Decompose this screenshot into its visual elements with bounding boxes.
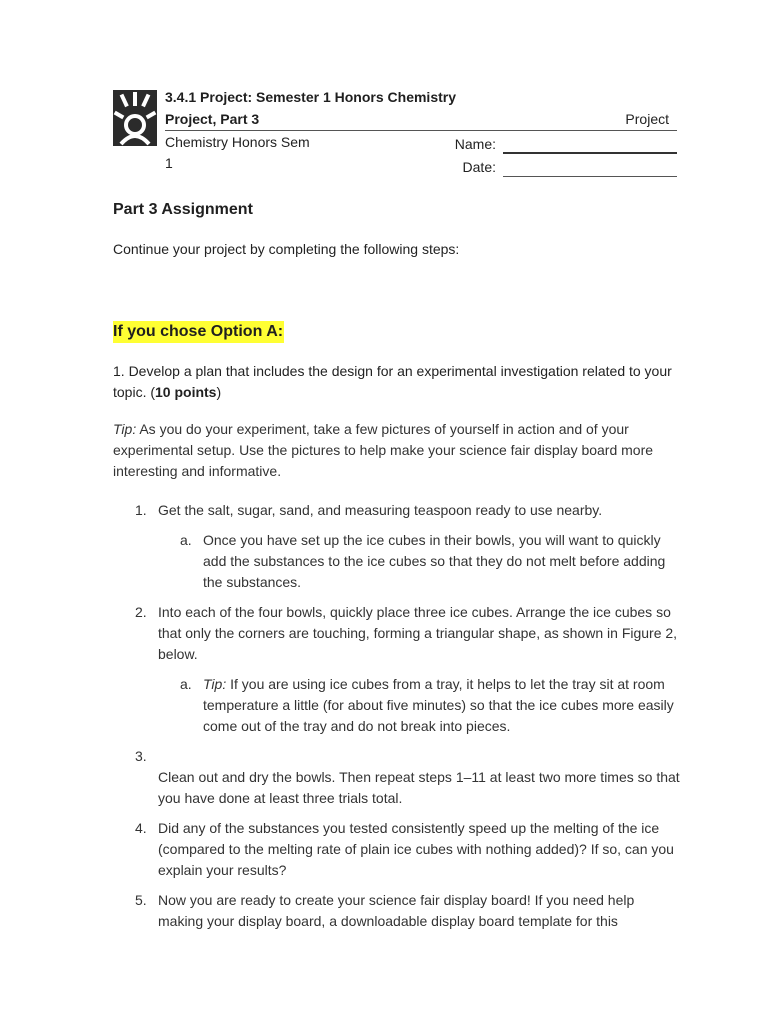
sub-list-text: If you are using ice cubes from a tray, it helps to let the tray sit at room temperature a little (for about five minutes) so that the ice cubes more easily come out of the tray and do not break into pieces.	[203, 676, 674, 734]
list-item	[113, 890, 683, 932]
sub-list-letter: a.	[180, 676, 192, 692]
document-type-label: Project	[625, 111, 669, 127]
step-1-close: )	[216, 384, 222, 400]
procedure-list	[113, 500, 683, 941]
sub-list-item	[158, 530, 683, 593]
list-number: 4.	[135, 820, 147, 836]
sub-list-text-wrap	[203, 674, 683, 737]
list-number: 1.	[135, 502, 147, 518]
step-1-points: 10 points	[155, 384, 217, 400]
list-item-text: Now you are ready to create your science fair display board! If you need help making your display board, a downloadable display board template for this	[158, 892, 635, 929]
list-item-text: Clean out and dry the bowls. Then repeat steps 1–11 at least two more times so that you have done at least three trials total.	[158, 769, 680, 806]
tip-paragraph	[113, 419, 688, 482]
school-logo-icon	[113, 90, 157, 146]
tip-text: As you do your experiment, take a few pictures of yourself in action and of your experimental setup. Use the pictures to help make your science fair display board more interesting and informative.	[113, 421, 654, 479]
tip-label: Tip:	[113, 421, 137, 437]
date-field-line	[503, 176, 677, 177]
section-heading: Part 3 Assignment	[113, 201, 253, 218]
document-title-line2: Project, Part 3	[165, 111, 260, 127]
sub-list-letter: a.	[180, 532, 192, 548]
list-item-text: Get the salt, sugar, sand, and measuring teaspoon ready to use nearby.	[158, 502, 603, 518]
intro-text: Continue your project by completing the following steps:	[113, 241, 460, 257]
list-item	[113, 602, 683, 737]
list-item	[113, 500, 683, 593]
name-field-line	[503, 152, 677, 154]
header-divider	[165, 130, 677, 131]
step-1-body: 1. Develop a plan that includes the design for an experimental investigation related to your topic. (	[113, 363, 672, 400]
blank-line	[158, 746, 683, 767]
sub-list-text: Once you have set up the ice cubes in their bowls, you will want to quickly add the substances to the ice cubes so that they do not melt before adding the substances.	[203, 532, 666, 590]
sub-list-item	[158, 674, 683, 737]
list-number: 3.	[135, 748, 147, 764]
sub-tip-label: Tip:	[203, 676, 227, 692]
list-number: 5.	[135, 892, 147, 908]
course-name-line1: Chemistry Honors Sem	[165, 134, 310, 150]
date-label: Date:	[462, 159, 496, 175]
option-a-heading: If you chose Option A:	[113, 321, 284, 343]
list-item-text: Into each of the four bowls, quickly place three ice cubes. Arrange the ice cubes so that only the corners are touching, forming a triangular shape, as shown in Figure 2, below.	[158, 604, 678, 662]
list-number: 2.	[135, 604, 147, 620]
list-item-text: Did any of the substances you tested consistently speed up the melting of the ice (compared to the melting rate of plain ice cubes with nothing added)? If so, can you explain your results?	[158, 820, 674, 878]
course-name-line2: 1	[165, 155, 173, 171]
list-item	[113, 746, 683, 809]
document-title-line1: 3.4.1 Project: Semester 1 Honors Chemistry	[165, 89, 457, 105]
step-1-text	[113, 361, 673, 403]
list-item	[113, 818, 683, 881]
name-label: Name:	[454, 136, 496, 152]
